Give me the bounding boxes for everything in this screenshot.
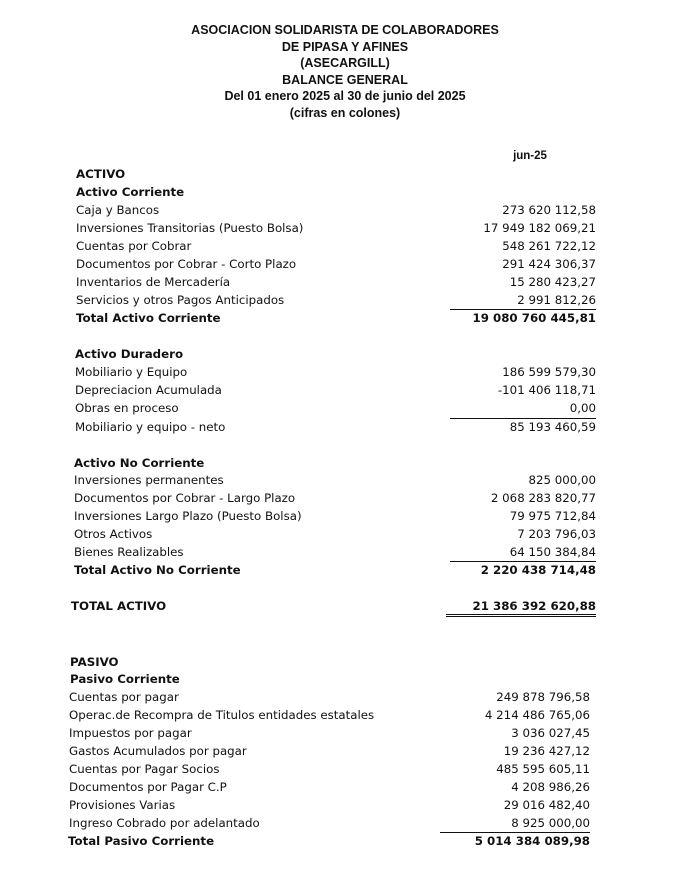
row-value: 273 620 112,58 [502, 203, 596, 217]
table-row [74, 489, 596, 507]
row-value: -101 406 118,71 [497, 383, 596, 397]
row-label: Cuentas por Cobrar [76, 239, 192, 253]
org-name-line-1: ASOCIACION SOLIDARISTA DE COLABORADORES [191, 23, 499, 37]
row-value: 2 991 812,26 [517, 293, 596, 307]
table-row [69, 778, 590, 796]
row-value: 64 150 384,84 [509, 545, 596, 559]
row-label: Caja y Bancos [76, 203, 160, 217]
table-row [74, 507, 596, 525]
row-label: Bienes Realizables [74, 545, 184, 559]
table-row [76, 219, 596, 237]
row-label: Cuentas por Pagar Socios [69, 762, 220, 776]
total-label: Total Activo No Corriente [74, 563, 241, 577]
total-row [74, 561, 596, 579]
table-row [76, 201, 596, 219]
row-value: 15 280 423,27 [509, 275, 596, 289]
row-value: 291 424 306,37 [502, 257, 596, 271]
grand-total-row [71, 597, 596, 615]
total-label: Total Activo Corriente [76, 311, 221, 325]
grand-total-value: 21 386 392 620,88 [472, 599, 596, 613]
row-label: Cuentas por pagar [69, 690, 179, 704]
row-label: Documentos por Cobrar - Corto Plazo [76, 257, 297, 271]
report-period: Del 01 enero 2025 al 30 de junio del 2025 [224, 89, 466, 103]
subsection-title-activo-corriente: Activo Corriente [76, 185, 185, 199]
total-value: 19 080 760 445,81 [472, 311, 596, 325]
section-title-activo: ACTIVO [76, 167, 126, 181]
row-label: Ingreso Cobrado por adelantado [69, 816, 260, 830]
org-name-line-2: DE PIPASA Y AFINES [281, 39, 409, 54]
row-label: Operac.de Recompra de Titulos entidades estatales [69, 708, 375, 722]
row-label: Inversiones Transitorias (Puesto Bolsa) [76, 221, 304, 235]
table-row [76, 255, 596, 273]
row-value: 0,00 [569, 401, 596, 415]
table-row [76, 273, 596, 291]
table-row [69, 760, 590, 778]
org-acronym: (ASECARGILL) [300, 56, 390, 70]
row-label: Gastos Acumulados por pagar [69, 744, 247, 758]
row-value: 8 925 000,00 [511, 816, 590, 830]
row-value: 548 261 722,12 [502, 239, 596, 253]
row-value: 17 949 182 069,21 [483, 221, 596, 235]
row-value: 2 068 283 820,77 [490, 491, 596, 505]
table-row [75, 363, 596, 381]
total-label: Total Pasivo Corriente [68, 834, 215, 848]
row-value: 4 208 986,26 [511, 780, 590, 794]
row-value: 29 016 482,40 [503, 798, 590, 812]
row-value: 249 878 796,58 [496, 690, 590, 704]
row-value: 186 599 579,30 [502, 365, 596, 379]
row-label: Inversiones permanentes [74, 473, 224, 487]
table-row [69, 724, 590, 742]
total-row [75, 418, 596, 436]
row-label: Inversiones Largo Plazo (Puesto Bolsa) [74, 509, 302, 523]
table-row [69, 814, 590, 832]
row-label: Obras en proceso [75, 401, 179, 415]
row-label: Mobiliario y Equipo [75, 365, 188, 379]
table-row [74, 471, 596, 489]
row-value: 825 000,00 [528, 473, 596, 487]
table-row [69, 796, 590, 814]
report-title: BALANCE GENERAL [282, 72, 408, 87]
row-label: Servicios y otros Pagos Anticipados [76, 293, 285, 307]
table-row [69, 742, 590, 760]
table-row [74, 543, 596, 561]
total-value: 85 193 460,59 [509, 420, 596, 434]
row-label: Inventarios de Mercadería [76, 275, 231, 289]
row-value: 3 036 027,45 [511, 726, 590, 740]
row-value: 19 236 427,12 [503, 744, 590, 758]
row-label: Provisiones Varias [69, 798, 176, 812]
subsection-title-activo-duradero: Activo Duradero [75, 347, 184, 361]
row-value: 79 975 712,84 [509, 509, 596, 523]
row-label: Documentos por Cobrar - Largo Plazo [74, 491, 296, 505]
table-row [69, 688, 590, 706]
table-row [75, 381, 596, 399]
section-title-pasivo: PASIVO [70, 655, 119, 669]
report-units: (cifras en colones) [289, 105, 401, 120]
row-label: Documentos por Pagar C.P [69, 780, 227, 794]
table-row [76, 291, 596, 309]
period-column-header: jun-25 [513, 150, 547, 162]
row-label: Otros Activos [74, 527, 153, 541]
table-row [69, 706, 590, 724]
grand-total-double-rule [446, 614, 596, 617]
row-value: 4 214 486 765,06 [484, 708, 590, 722]
subsection-title-activo-no-corriente: Activo No Corriente [74, 456, 205, 470]
table-row [74, 525, 596, 543]
total-value: 2 220 438 714,48 [480, 563, 596, 577]
report-header [0, 22, 690, 121]
total-label: Mobiliario y equipo - neto [75, 420, 226, 434]
row-value: 7 203 796,03 [517, 527, 596, 541]
total-value: 5 014 384 089,98 [474, 834, 590, 848]
total-row [76, 309, 596, 327]
total-row [68, 832, 590, 850]
table-row [76, 237, 596, 255]
table-row [75, 399, 596, 417]
grand-total-label: TOTAL ACTIVO [71, 599, 167, 613]
row-label: Impuestos por pagar [69, 726, 192, 740]
row-value: 485 595 605,11 [496, 762, 590, 776]
row-label: Depreciacion Acumulada [75, 383, 222, 397]
subsection-title-pasivo-corriente: Pasivo Corriente [70, 672, 180, 686]
